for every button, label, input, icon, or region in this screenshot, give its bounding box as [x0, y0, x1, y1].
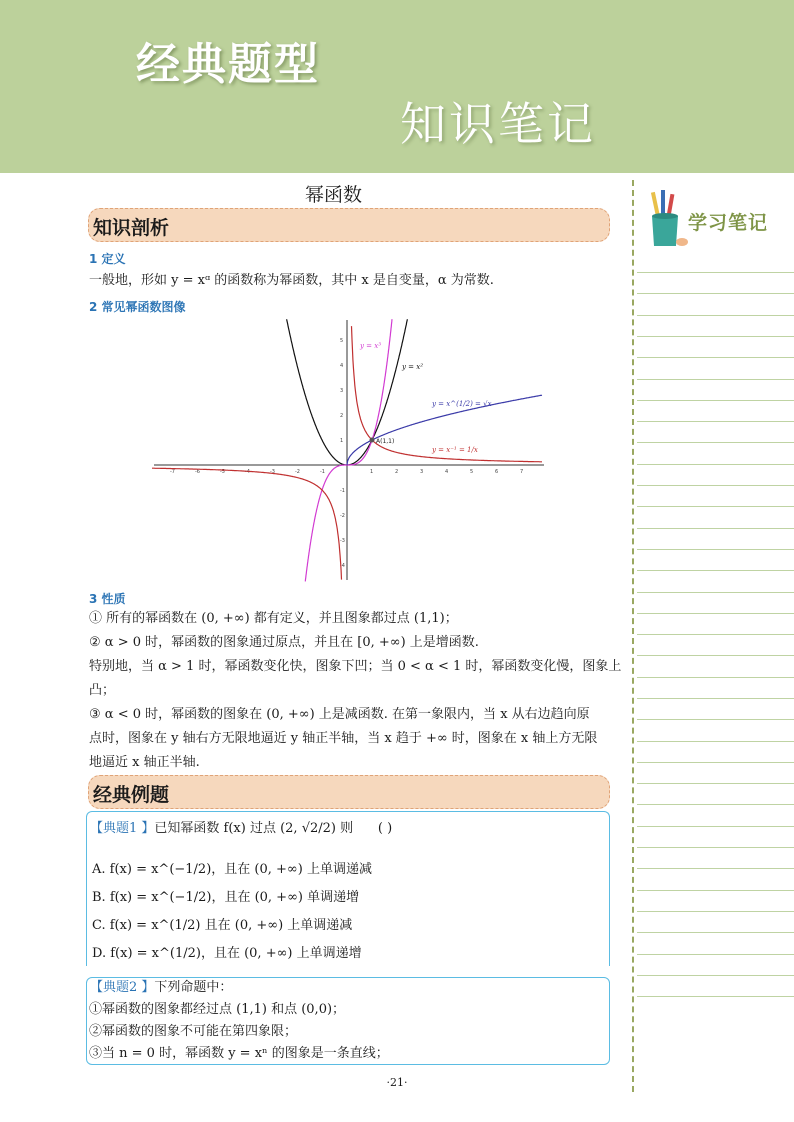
curve-cubic: [305, 319, 395, 581]
y-tick-label: -1: [340, 488, 345, 494]
banner-title-1: 经典题型: [136, 39, 320, 90]
notes-rule-line: [637, 506, 794, 507]
notes-rule-line: [637, 528, 794, 529]
example-2-line-3: ③当 n = 0 时，幂函数 y = xⁿ 的图象是一条直线；: [89, 1046, 389, 1061]
x-tick-label: 3: [420, 469, 424, 475]
notes-rule-line: [637, 847, 794, 848]
notes-rule-line: [637, 868, 794, 869]
x-tick-label: -6: [195, 469, 200, 475]
axes: [154, 320, 544, 580]
notes-rule-line: [637, 719, 794, 720]
example-2-tag: 【典题2 】: [90, 980, 155, 995]
label-square: y = x²: [402, 363, 424, 371]
x-tick-label: 5: [470, 469, 474, 475]
sidebar-separator: [632, 180, 634, 1092]
notes-rule-line: [637, 826, 794, 827]
banner-title-2: 知识笔记: [400, 97, 596, 151]
x-tick-label: -5: [220, 469, 225, 475]
notes-rule-line: [637, 996, 794, 997]
y-tick-label: 2: [340, 413, 344, 419]
label-cubic: y = x³: [360, 342, 382, 350]
example-2-question: 下列命题中：: [154, 980, 233, 995]
notes-title: 学习笔记: [688, 212, 769, 234]
property-line-4: 凸；: [89, 683, 116, 698]
example-2-line-2: ②幂函数的图象不可能在第四象限；: [89, 1024, 298, 1039]
property-line-5: ③ α < 0 时，幂函数的图象在 (0, +∞) 上是减函数. 在第一象限内，当 x 从右边趋向原: [89, 707, 590, 722]
property-line-7: 地逼近 x 轴正半轴.: [89, 755, 200, 770]
notes-rule-line: [637, 400, 794, 401]
curve-recip-negative: [152, 468, 342, 579]
header-banner: [0, 0, 794, 173]
option-c: C. f(x) = x^(1/2) 且在 (0, +∞) 上单调递减: [92, 918, 353, 933]
notes-rule-line: [637, 293, 794, 294]
notes-rule-line: [637, 357, 794, 358]
x-tick-label: 4: [445, 469, 449, 475]
power-function-graph: [150, 318, 550, 582]
notes-rule-line: [637, 655, 794, 656]
notes-rule-line: [637, 336, 794, 337]
notes-rule-line: [637, 464, 794, 465]
notes-rule-line: [637, 932, 794, 933]
label-sqrt: y = x^(1/2) = √x: [432, 400, 492, 408]
notes-rule-line: [637, 315, 794, 316]
notes-rule-line: [637, 442, 794, 443]
subheading-definition: 1 定义: [89, 252, 126, 266]
example-1-tag: 【典题1 】: [90, 821, 155, 836]
notes-rule-line: [637, 741, 794, 742]
notes-rule-line: [637, 975, 794, 976]
x-tick-label: -7: [170, 469, 175, 475]
notes-rule-line: [637, 783, 794, 784]
x-tick-label: -2: [295, 469, 300, 475]
x-tick-label: 1: [370, 469, 374, 475]
x-tick-label: 7: [520, 469, 524, 475]
subheading-properties: 3 性质: [89, 592, 126, 606]
property-line-2: ② α > 0 时，幂函数的图象通过原点，并且在 [0, +∞) 上是增函数.: [89, 635, 479, 650]
example-2-stem: [90, 977, 232, 999]
y-tick-label: -4: [340, 563, 345, 569]
x-tick-label: -3: [270, 469, 275, 475]
notes-rule-line: [637, 890, 794, 891]
definition-text: 一般地，形如 y = xᵅ 的函数称为幂函数，其中 x 是自变量，α 为常数.: [89, 273, 494, 288]
x-tick-label: -4: [245, 469, 250, 475]
notes-rule-line: [637, 634, 794, 635]
notes-rule-line: [637, 698, 794, 699]
point-a: [370, 438, 375, 443]
page-title: 幂函数: [305, 184, 363, 206]
subheading-graphs: 2 常见幂函数图像: [89, 300, 186, 314]
point-a-label: A(1,1): [376, 438, 395, 445]
y-tick-label: -2: [340, 513, 345, 519]
notes-rule-line: [637, 677, 794, 678]
label-recip: y = x⁻¹ = 1/x: [432, 446, 478, 454]
example-1-question: 已知幂函数 f(x) 过点 (2, √2/2) 则: [154, 821, 354, 836]
section-label: 经典例题: [93, 784, 170, 806]
example-2-line-1: ①幂函数的图象都经过点 (1,1) 和点 (0,0)；: [89, 1002, 346, 1017]
notes-rule-line: [637, 954, 794, 955]
notes-rule-line: [637, 613, 794, 614]
option-d: D. f(x) = x^(1/2)，且在 (0, +∞) 上单调递增: [92, 946, 362, 961]
x-tick-label: 2: [395, 469, 399, 475]
example-1-stem: [90, 818, 392, 840]
notes-rule-line: [637, 272, 794, 273]
y-tick-label: -3: [340, 538, 345, 544]
x-tick-label: -1: [320, 469, 325, 475]
page-number: ·21·: [386, 1076, 408, 1089]
notes-rule-line: [637, 592, 794, 593]
y-tick-label: 5: [340, 338, 344, 344]
notes-rule-line: [637, 549, 794, 550]
notes-rule-line: [637, 570, 794, 571]
notes-rule-line: [637, 911, 794, 912]
option-b: B. f(x) = x^(−1/2)，且在 (0, +∞) 单调递增: [92, 890, 360, 905]
x-tick-label: 6: [495, 469, 499, 475]
example-1-answer-paren: ( ): [377, 821, 393, 836]
section-label: 知识剖析: [93, 217, 170, 239]
y-tick-label: 4: [340, 363, 344, 369]
notes-rule-line: [637, 485, 794, 486]
section-header-analysis: [88, 208, 610, 242]
notes-rule-line: [637, 762, 794, 763]
property-line-1: ① 所有的幂函数在 (0, +∞) 都有定义，并且图象都过点 (1,1)；: [89, 611, 458, 626]
property-line-6: 点时，图象在 y 轴右方无限地逼近 y 轴正半轴，当 x 趋于 +∞ 时，图象在 x 轴上方无限: [89, 731, 598, 746]
property-line-3: 特别地，当 α > 1 时，幂函数变化快，图象下凹；当 0 < α < 1 时，幂函数变化慢，图象上: [89, 659, 622, 674]
notes-rule-line: [637, 421, 794, 422]
y-tick-label: 1: [340, 438, 344, 444]
section-header-examples: [88, 775, 610, 809]
notes-rule-line: [637, 379, 794, 380]
notes-rule-line: [637, 804, 794, 805]
y-tick-label: 3: [340, 388, 344, 394]
option-a: A. f(x) = x^(−1/2)，且在 (0, +∞) 上单调递减: [92, 862, 372, 877]
